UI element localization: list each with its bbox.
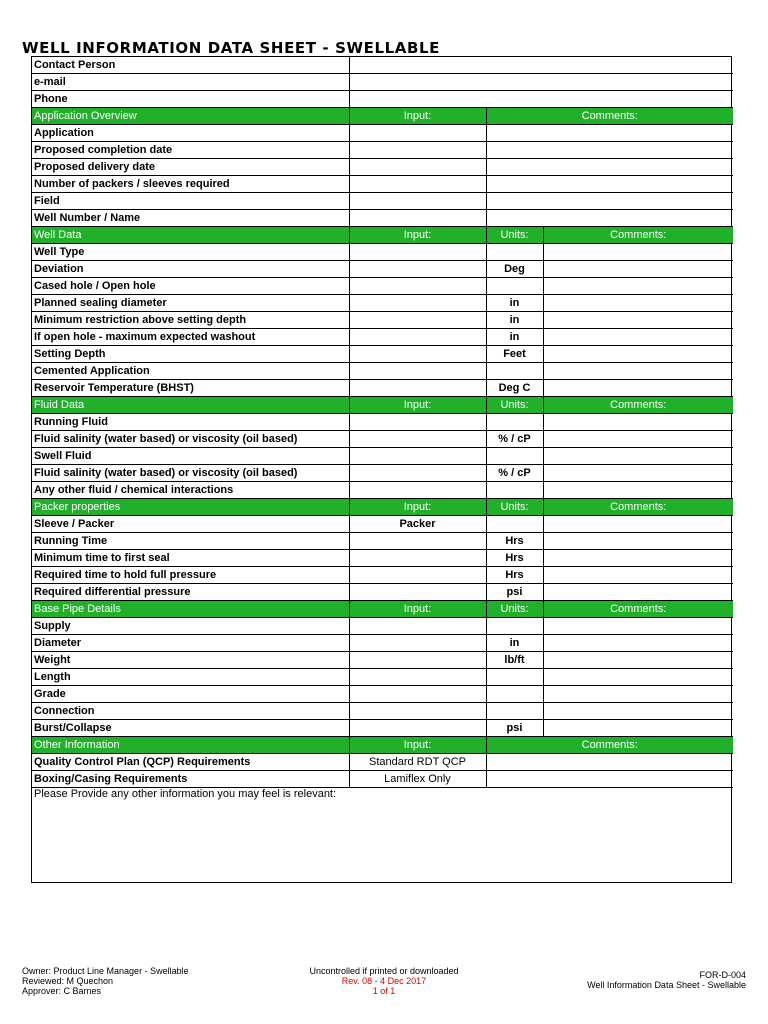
field-label: Fluid salinity (water based) or viscosity (oil based) <box>32 431 349 448</box>
field-input[interactable]: Lamiflex Only <box>349 771 486 788</box>
comments-column-header: Comments: <box>486 737 733 754</box>
field-label: Application <box>32 125 349 142</box>
field-label: Minimum time to first seal <box>32 550 349 567</box>
section-header-label: Application Overview <box>32 108 349 125</box>
field-label: Supply <box>32 618 349 635</box>
table-row <box>32 635 733 652</box>
field-unit: Hrs <box>486 567 543 584</box>
field-input[interactable]: Packer <box>349 516 486 533</box>
field-comments[interactable] <box>486 142 733 159</box>
field-label: Required time to hold full pressure <box>32 567 349 584</box>
field-input[interactable] <box>349 193 486 210</box>
field-unit <box>486 516 543 533</box>
field-input[interactable] <box>349 567 486 584</box>
table-row <box>32 329 733 346</box>
comments-column-header: Comments: <box>543 499 733 516</box>
field-input[interactable] <box>349 414 486 431</box>
field-input[interactable] <box>349 431 486 448</box>
field-comments[interactable] <box>543 686 733 703</box>
field-input[interactable] <box>349 159 486 176</box>
section-base-pipe-details <box>32 601 733 618</box>
field-comments[interactable] <box>486 176 733 193</box>
field-label: Reservoir Temperature (BHST) <box>32 380 349 397</box>
field-input[interactable] <box>349 652 486 669</box>
input-column-header: Input: <box>349 737 486 754</box>
field-input[interactable] <box>349 346 486 363</box>
table-row <box>32 771 733 788</box>
field-label: e-mail <box>32 74 349 91</box>
section-packer-properties <box>32 499 733 516</box>
table-row <box>32 346 733 363</box>
field-label: Contact Person <box>32 57 349 74</box>
footer-approver: Approver: C Barnes <box>22 986 102 996</box>
field-input[interactable] <box>349 703 486 720</box>
field-comments[interactable] <box>486 193 733 210</box>
input-column-header: Input: <box>349 499 486 516</box>
section-application-overview <box>32 108 733 125</box>
table-row <box>32 669 733 686</box>
field-label: Deviation <box>32 261 349 278</box>
field-label: Fluid salinity (water based) or viscosity (oil based) <box>32 465 349 482</box>
footer-center <box>284 966 484 996</box>
section-fluid-data <box>32 397 733 414</box>
field-label: Connection <box>32 703 349 720</box>
field-input[interactable] <box>349 533 486 550</box>
field-input[interactable] <box>349 125 486 142</box>
table-row <box>32 652 733 669</box>
data-sheet-body <box>32 57 733 788</box>
field-label: Burst/Collapse <box>32 720 349 737</box>
field-input[interactable] <box>349 176 486 193</box>
field-comments[interactable] <box>543 703 733 720</box>
field-label: Sleeve / Packer <box>32 516 349 533</box>
field-label: Well Number / Name <box>32 210 349 227</box>
units-column-header: Units: <box>486 601 543 618</box>
field-comments[interactable] <box>543 584 733 601</box>
field-comments[interactable] <box>486 210 733 227</box>
comments-column-header: Comments: <box>486 108 733 125</box>
units-column-header: Units: <box>486 397 543 414</box>
field-comments[interactable] <box>543 346 733 363</box>
field-comments[interactable] <box>543 414 733 431</box>
table-row <box>32 533 733 550</box>
table-row <box>32 584 733 601</box>
table-row <box>32 91 733 108</box>
field-label: Weight <box>32 652 349 669</box>
field-input[interactable] <box>349 244 486 261</box>
table-row <box>32 720 733 737</box>
table-row <box>32 363 733 380</box>
field-comments[interactable] <box>543 448 733 465</box>
field-unit <box>486 482 543 499</box>
table-row <box>32 686 733 703</box>
field-unit <box>486 618 543 635</box>
field-label: Boxing/Casing Requirements <box>32 771 349 788</box>
field-unit: psi <box>486 584 543 601</box>
field-comments[interactable] <box>543 635 733 652</box>
field-unit: in <box>486 295 543 312</box>
footer-doc-code: FOR-D-004 <box>699 970 746 980</box>
field-label: Cemented Application <box>32 363 349 380</box>
field-unit <box>486 669 543 686</box>
table-row <box>32 516 733 533</box>
document-title: WELL INFORMATION DATA SHEET - SWELLABLE <box>22 39 441 57</box>
comments-column-header: Comments: <box>543 227 733 244</box>
field-label: Minimum restriction above setting depth <box>32 312 349 329</box>
field-input[interactable] <box>349 720 486 737</box>
data-sheet-form <box>31 56 732 883</box>
table-row <box>32 295 733 312</box>
field-input[interactable] <box>349 448 486 465</box>
field-input[interactable] <box>349 312 486 329</box>
table-row <box>32 448 733 465</box>
table-row <box>32 618 733 635</box>
table-row <box>32 465 733 482</box>
field-unit: % / cP <box>486 465 543 482</box>
field-label: Grade <box>32 686 349 703</box>
field-unit: Feet <box>486 346 543 363</box>
units-column-header: Units: <box>486 227 543 244</box>
table-row <box>32 210 733 227</box>
field-input[interactable] <box>349 74 733 91</box>
field-comments[interactable] <box>543 380 733 397</box>
field-comments[interactable] <box>543 533 733 550</box>
field-comments[interactable] <box>543 652 733 669</box>
field-label: Planned sealing diameter <box>32 295 349 312</box>
footer-owner: Owner: Product Line Manager - Swellable <box>22 966 189 976</box>
field-label: Length <box>32 669 349 686</box>
field-comments[interactable] <box>543 312 733 329</box>
field-label: Required differential pressure <box>32 584 349 601</box>
table-row <box>32 414 733 431</box>
input-column-header: Input: <box>349 601 486 618</box>
field-comments[interactable] <box>543 431 733 448</box>
field-comments[interactable] <box>543 465 733 482</box>
field-label: Any other fluid / chemical interactions <box>32 482 349 499</box>
field-input[interactable] <box>349 618 486 635</box>
field-comments[interactable] <box>486 125 733 142</box>
field-comments[interactable] <box>543 363 733 380</box>
section-header-label: Base Pipe Details <box>32 601 349 618</box>
field-label: Proposed completion date <box>32 142 349 159</box>
field-unit <box>486 278 543 295</box>
footer-reviewed: Reviewed: M Quechon <box>22 976 114 986</box>
table-row <box>32 754 733 771</box>
field-label: If open hole - maximum expected washout <box>32 329 349 346</box>
table-row <box>32 57 733 74</box>
field-label: Proposed delivery date <box>32 159 349 176</box>
field-unit <box>486 703 543 720</box>
field-input[interactable] <box>349 550 486 567</box>
field-input[interactable] <box>349 686 486 703</box>
field-input[interactable] <box>349 635 486 652</box>
footer-uncontrolled: Uncontrolled if printed or downloaded <box>309 966 459 976</box>
field-label: Field <box>32 193 349 210</box>
field-unit <box>486 363 543 380</box>
field-input[interactable] <box>349 57 733 74</box>
section-well-data <box>32 227 733 244</box>
table-row <box>32 550 733 567</box>
field-input[interactable] <box>349 261 486 278</box>
field-input[interactable] <box>349 584 486 601</box>
table-row <box>32 482 733 499</box>
table-row <box>32 261 733 278</box>
field-unit <box>486 414 543 431</box>
field-input[interactable] <box>349 669 486 686</box>
field-comments[interactable] <box>486 754 733 771</box>
field-unit: in <box>486 329 543 346</box>
field-label: Well Type <box>32 244 349 261</box>
additional-info-notes[interactable]: Please Provide any other information you may feel is relevant: <box>34 788 337 800</box>
field-input[interactable] <box>349 329 486 346</box>
field-comments[interactable] <box>543 278 733 295</box>
field-unit <box>486 244 543 261</box>
footer-doc-title: Well Information Data Sheet - Swellable <box>587 980 746 990</box>
footer-revision: Rev. 08 - 4 Dec 2017 <box>341 976 427 986</box>
field-input[interactable]: Standard RDT QCP <box>349 754 486 771</box>
field-comments[interactable] <box>543 550 733 567</box>
section-header-label: Well Data <box>32 227 349 244</box>
field-label: Setting Depth <box>32 346 349 363</box>
field-unit: % / cP <box>486 431 543 448</box>
field-unit <box>486 686 543 703</box>
field-input[interactable] <box>349 465 486 482</box>
field-comments[interactable] <box>486 771 733 788</box>
comments-column-header: Comments: <box>543 601 733 618</box>
field-unit: Deg C <box>486 380 543 397</box>
field-unit: Deg <box>486 261 543 278</box>
field-label: Running Fluid <box>32 414 349 431</box>
units-column-header: Units: <box>486 499 543 516</box>
field-input[interactable] <box>349 210 486 227</box>
input-column-header: Input: <box>349 397 486 414</box>
input-column-header: Input: <box>349 108 486 125</box>
table-row <box>32 142 733 159</box>
section-header-label: Fluid Data <box>32 397 349 414</box>
field-label: Quality Control Plan (QCP) Requirements <box>32 754 349 771</box>
section-header-label: Other Information <box>32 737 349 754</box>
table-row <box>32 567 733 584</box>
section-other-information <box>32 737 733 754</box>
field-comments[interactable] <box>543 567 733 584</box>
field-label: Number of packers / sleeves required <box>32 176 349 193</box>
table-row <box>32 159 733 176</box>
field-comments[interactable] <box>543 244 733 261</box>
table-row <box>32 125 733 142</box>
field-unit: in <box>486 312 543 329</box>
footer-right <box>587 966 746 990</box>
data-sheet-table <box>32 57 733 788</box>
field-unit: Hrs <box>486 533 543 550</box>
field-comments[interactable] <box>543 482 733 499</box>
field-input[interactable] <box>349 91 733 108</box>
comments-column-header: Comments: <box>543 397 733 414</box>
table-row <box>32 193 733 210</box>
field-comments[interactable] <box>543 618 733 635</box>
field-label: Running Time <box>32 533 349 550</box>
field-comments[interactable] <box>543 329 733 346</box>
footer-page-number: 1 of 1 <box>372 986 396 996</box>
field-input[interactable] <box>349 482 486 499</box>
input-column-header: Input: <box>349 227 486 244</box>
field-comments[interactable] <box>543 516 733 533</box>
field-unit <box>486 448 543 465</box>
field-comments[interactable] <box>543 261 733 278</box>
field-comments[interactable] <box>486 159 733 176</box>
field-input[interactable] <box>349 295 486 312</box>
field-unit: in <box>486 635 543 652</box>
table-row <box>32 244 733 261</box>
field-input[interactable] <box>349 278 486 295</box>
table-row <box>32 176 733 193</box>
section-header-label: Packer properties <box>32 499 349 516</box>
footer-left <box>22 966 189 996</box>
field-unit: lb/ft <box>486 652 543 669</box>
table-row <box>32 312 733 329</box>
field-input[interactable] <box>349 363 486 380</box>
table-row <box>32 703 733 720</box>
field-label: Swell Fluid <box>32 448 349 465</box>
field-unit: psi <box>486 720 543 737</box>
field-comments[interactable] <box>543 669 733 686</box>
field-comments[interactable] <box>543 720 733 737</box>
table-row <box>32 431 733 448</box>
table-row <box>32 74 733 91</box>
field-input[interactable] <box>349 380 486 397</box>
field-unit: Hrs <box>486 550 543 567</box>
field-input[interactable] <box>349 142 486 159</box>
field-label: Phone <box>32 91 349 108</box>
table-row <box>32 278 733 295</box>
table-row <box>32 380 733 397</box>
field-label: Diameter <box>32 635 349 652</box>
field-label: Cased hole / Open hole <box>32 278 349 295</box>
field-comments[interactable] <box>543 295 733 312</box>
